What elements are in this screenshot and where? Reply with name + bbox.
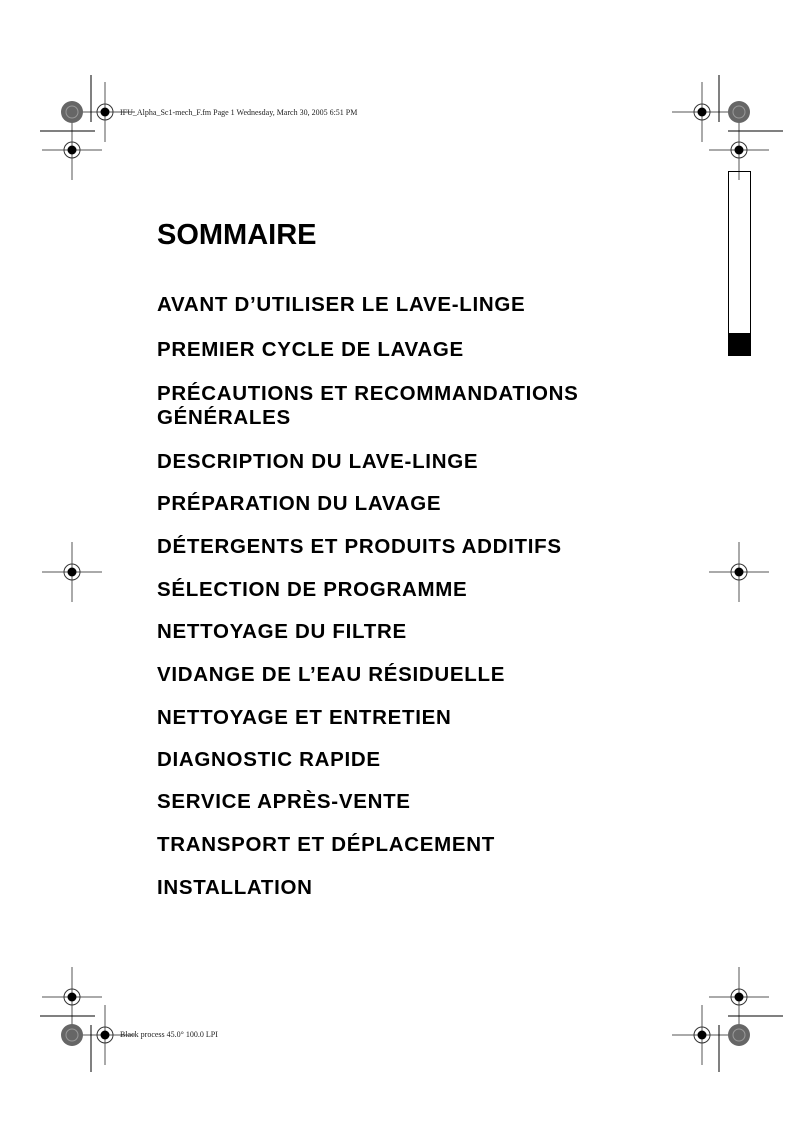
crosshair-icon: [101, 1031, 110, 1040]
toc-item[interactable]: PREMIER CYCLE DE LAVAGE: [157, 338, 464, 361]
crosshair-icon: [698, 1031, 707, 1040]
section-tab: [728, 171, 751, 356]
crosshair-icon: [68, 993, 77, 1002]
crosshair-icon: [698, 108, 707, 117]
color-bar-disc-icon: [728, 101, 750, 123]
toc-item[interactable]: VIDANGE DE L’EAU RÉSIDUELLE: [157, 663, 506, 686]
crosshair-icon: [735, 146, 744, 155]
section-tab-fill: [729, 333, 750, 355]
toc-item[interactable]: NETTOYAGE DU FILTRE: [157, 620, 407, 643]
color-bar-disc-icon: [61, 101, 83, 123]
crosshair-icon: [101, 108, 110, 117]
toc-item[interactable]: NETTOYAGE ET ENTRETIEN: [157, 706, 452, 729]
toc-item[interactable]: SÉLECTION DE PROGRAMME: [157, 578, 468, 601]
crosshair-icon: [735, 993, 744, 1002]
color-bar-disc-icon: [61, 1024, 83, 1046]
footer-slug: Black process 45.0° 100.0 LPI: [120, 1030, 218, 1039]
crosshair-icon: [68, 146, 77, 155]
toc-item[interactable]: AVANT D’UTILISER LE LAVE-LINGE: [157, 293, 526, 316]
toc-item[interactable]: DIAGNOSTIC RAPIDE: [157, 748, 381, 771]
toc-item[interactable]: INSTALLATION: [157, 876, 313, 899]
crosshair-icon: [68, 568, 77, 577]
toc-item-continued[interactable]: GÉNÉRALES: [157, 406, 291, 429]
header-slug: IFU_Alpha_Sc1-mech_F.fm Page 1 Wednesday, March 30, 2005 6:51 PM: [120, 108, 358, 117]
crosshair-icon: [735, 568, 744, 577]
toc-item[interactable]: DESCRIPTION DU LAVE-LINGE: [157, 450, 479, 473]
page-title: SOMMAIRE: [157, 219, 317, 251]
toc-item[interactable]: PRÉCAUTIONS ET RECOMMANDATIONS: [157, 382, 579, 405]
toc-item[interactable]: SERVICE APRÈS-VENTE: [157, 790, 411, 813]
toc-item[interactable]: TRANSPORT ET DÉPLACEMENT: [157, 833, 495, 856]
toc-item[interactable]: DÉTERGENTS ET PRODUITS ADDITIFS: [157, 535, 562, 558]
color-bar-disc-icon: [728, 1024, 750, 1046]
toc-item[interactable]: PRÉPARATION DU LAVAGE: [157, 492, 442, 515]
